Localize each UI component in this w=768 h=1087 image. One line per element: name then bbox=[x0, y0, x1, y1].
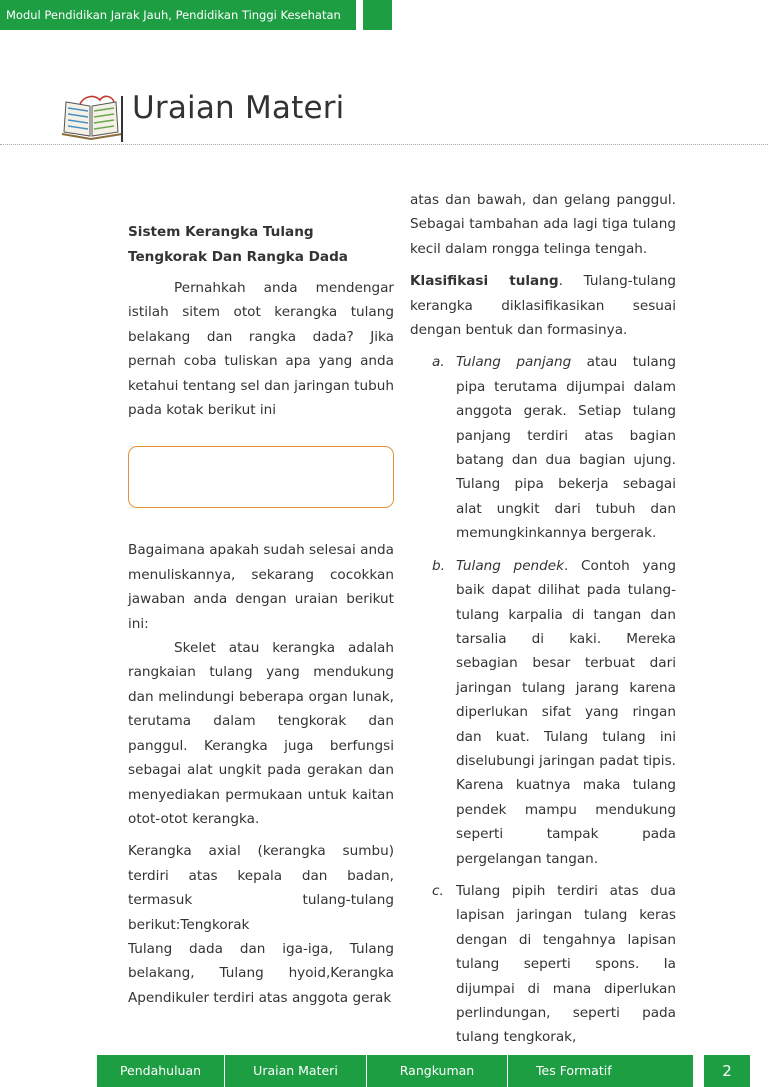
list-term: Tulang panjang bbox=[456, 354, 572, 371]
answer-box[interactable] bbox=[128, 446, 394, 508]
list-item bbox=[410, 350, 676, 545]
page-number: 2 bbox=[704, 1055, 750, 1087]
list-text: Tulang pipih terdiri atas dua lapisan jaringan tulang keras dengan di tengahnya lapisan tulang seperti spons. Ia dijumpai di mana diperlukan perlindungan, seperti pada tulang tengkorak, bbox=[456, 882, 676, 1046]
list-item bbox=[410, 879, 676, 1050]
continuation-paragraph: atas dan bawah, dan gelang panggul. Sebagai tambahan ada lagi tiga tulang kecil dalam rongga telinga tengah. bbox=[410, 192, 676, 257]
open-book-icon bbox=[60, 92, 124, 140]
klasifikasi-label: Klasifikasi tulang bbox=[410, 273, 559, 290]
list-marker: b. bbox=[432, 557, 445, 574]
nav-tab-pendahuluan[interactable]: Pendahuluan bbox=[97, 1055, 225, 1087]
axial-paragraph-cont: Tulang dada dan iga-iga, Tulang belakang, Tulang hyoid,Kerangka Apendikuler terdiri atas anggota gerak bbox=[128, 940, 394, 1006]
list-text: atau tulang pipa terutama dijumpai dalam anggota gerak. Setiap tulang panjang terdiri atas bagian batang dan dua bagian ujung. Tulang pipa bekerja sebagai alat ungkit dari tubuh dan memungkinkannya bergerak. bbox=[456, 354, 676, 542]
nav-tab-uraian-materi[interactable]: Uraian Materi bbox=[225, 1055, 367, 1087]
list-marker: a. bbox=[432, 354, 445, 371]
after-box-paragraph: Bagaimana apakah sudah selesai anda menuliskannya, sekarang cocokkan jawaban anda dengan uraian berikut ini: bbox=[128, 542, 395, 632]
list-item bbox=[410, 554, 676, 871]
header-accent-square bbox=[363, 0, 392, 30]
klasifikasi-paragraph bbox=[410, 269, 676, 342]
title-divider-mark bbox=[121, 96, 123, 142]
list-marker: c. bbox=[432, 882, 444, 899]
nav-tab-tes-formatif[interactable]: Tes Formatif bbox=[536, 1063, 612, 1078]
skelet-paragraph: Skelet atau kerangka adalah rangkaian tulang yang mendukung dan melindungi beberapa organ lunak, terutama dalam tengkorak dan panggul. Kerangka juga berfungsi sebagai alat ungkit pada gerakan dan menyediakan permukaan untuk kaitan otot-otot kerangka. bbox=[128, 640, 394, 827]
right-column bbox=[410, 188, 676, 1050]
left-column bbox=[128, 220, 394, 1010]
klasifikasi-text: . Tulang-tulang kerangka diklasifikasikan sesuai dengan bentuk dan formasinya. bbox=[410, 273, 676, 339]
module-header-bar bbox=[0, 0, 356, 30]
footer-nav bbox=[97, 1055, 693, 1087]
axial-paragraph: Kerangka axial (kerangka sumbu) terdiri atas kepala dan badan, termasuk tulang-tulang berikut:Tengkorak bbox=[128, 843, 394, 933]
module-title: Modul Pendidikan Jarak Jauh, Pendidikan Tinggi Kesehatan bbox=[6, 8, 341, 22]
intro-paragraph: Pernahkah anda mendengar istilah sitem otot kerangka tulang belakang dan rangka dada? Jika pernah coba tuliskan apa yang anda ketahui tentang sel dan jaringan tubuh pada kotak berikut ini bbox=[128, 280, 394, 419]
list-text: . Contoh yang baik dapat dilihat pada tulang-tulang karpalia di tangan dan tarsalia di kaki. Mereka sebagian besar terbuat dari jaringan tulang jarang karena diperlukan sifat yang ringan dan kuat. Tulang tulang ini diselubungi jaringan padat tipis. Karena kuatnya maka tulang pendek mampu mendukung seperti tampak pada pergelangan tangan. bbox=[456, 557, 676, 867]
title-dotted-rule bbox=[0, 144, 768, 145]
section-title: Uraian Materi bbox=[132, 90, 345, 126]
subsection-heading: Sistem Kerangka Tulang Tengkorak Dan Rangka Dada bbox=[128, 224, 348, 265]
list-term: Tulang pendek bbox=[456, 557, 565, 574]
nav-tab-rangkuman[interactable]: Rangkuman bbox=[367, 1055, 508, 1087]
